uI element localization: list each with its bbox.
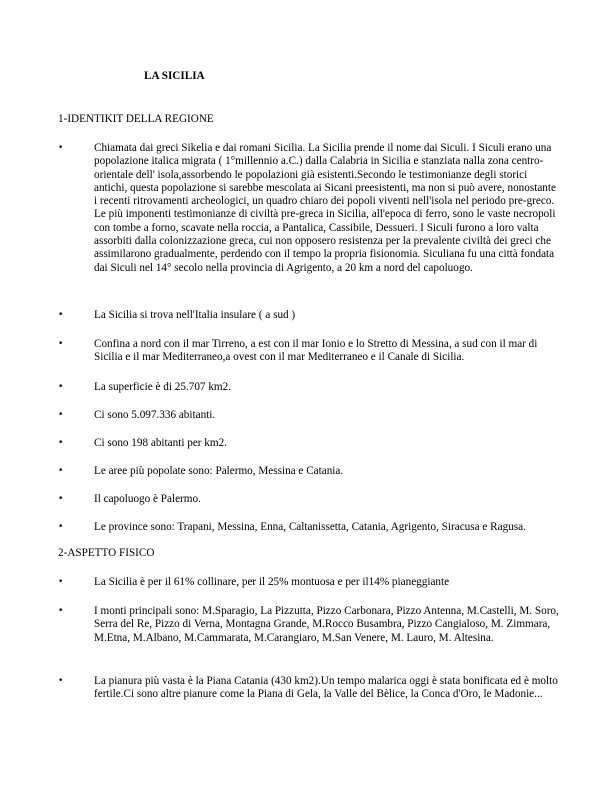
list-item-text: Ci sono 198 abitanti per km2. <box>94 437 227 449</box>
document-title: LA SICILIA <box>144 70 205 82</box>
list-item-text: Le province sono: Trapani, Messina, Enna, Caltanissetta, Catania, Agrigento, Siracusa e Ragusa. <box>94 521 526 533</box>
bullet-icon: • <box>58 522 64 532</box>
list-item-text: Confina a nord con il mar Tirreno, a est con il mar Ionio e lo Stretto di Messina, a sud con il mar di Sicilia e il mar Mediterraneo,a ovest con il mar Mediterraneo e il Canale di Sicilia. <box>94 338 538 364</box>
bullet-icon: • <box>58 310 64 320</box>
list-item-text: La pianura più vasta è la Piana Catania (430 km2).Un tempo malarica oggi è stata bonificata ed è molto fertile.Ci sono altre pianure come la Piana di Gela, la Valle del Bèlice, la Conca d'Oro, le Madonie... <box>94 675 558 701</box>
bullet-icon: • <box>58 143 64 153</box>
list-item-text: La superficie è di 25.707 km2. <box>94 381 232 393</box>
list-item-text: La Sicilia si trova nell'Italia insulare ( a sud ) <box>94 309 296 321</box>
bullet-icon: • <box>58 382 64 392</box>
bullet-icon: • <box>58 606 64 616</box>
list-item-text: Il capoluogo è Palermo. <box>94 493 201 505</box>
bullet-icon: • <box>58 494 64 504</box>
section-heading-identikit: 1-IDENTIKIT DELLA REGIONE <box>58 113 214 125</box>
list-item-text: Ci sono 5.097.336 abitanti. <box>94 409 216 421</box>
bullet-icon: • <box>58 339 64 349</box>
bullet-icon: • <box>58 676 64 686</box>
section-heading-aspetto-fisico: 2-ASPETTO FISICO <box>58 547 155 559</box>
bullet-icon: • <box>58 466 64 476</box>
list-item-text: La Sicilia è per il 61% collinare, per il 25% montuosa e per il14% pianeggiante <box>94 576 450 588</box>
bullet-icon: • <box>58 438 64 448</box>
list-item-text: I monti principali sono: M.Sparagio, La Pizzutta, Pizzo Carbonara, Pizzo Antenna, M.Castelli, M. Soro, Serra del Re, Pizzo di Verna, Montagna Grande, M.Rocco Busambra, Pizzo Cangialoso, M. Zimmara, M.Etna, M.Albano, M.Cammarata, M.Carangiaro, M.San Venere, M. Lauro, M. Altesina. <box>94 605 559 644</box>
list-item-text: Chiamata dai greci Sikelia e dai romani Sicilia. La Sicilia prende il nome dai Siculi. I Siculi erano una popolazione italica migrata ( 1°millennio a.C.) dalla Calabria in Sicilia e stanziata nalla zona centro-orientale dell' isola,assorbendo le popolazioni già esistenti.Secondo le testimonianze degli storici antichi, questa popolazione si sarebbe mescolata ai Sicani preesistenti, ma non si può avere, nonostante i recenti ritrovamenti archeologici, un quadro chiaro dei popoli viventi nell'isola nel periodo pre-greco. Le più imponenti testimonianze di civiltà pre-greca in Sicilia, all'epoca di ferro, sono le vaste necropoli con tombe a forno, scavate nella roccia, a Pantalica, Cassibile, Dessueri. I Siculi furono a loro valta assorbiti dalla colonizzazione greca, cui non opposero resistenza per la prevalente civiltà dei greci che assimilarono gradualmente, perdendo con il tempo la propria fisionomia. Siculiana fu una città fondata dai Siculi nel 14° secolo nella provincia di Agrigento, a 20 km a nord del capoluogo. <box>94 142 556 274</box>
bullet-icon: • <box>58 577 64 587</box>
list-item-text: Le aree più popolate sono: Palermo, Messina e Catania. <box>94 465 344 477</box>
bullet-icon: • <box>58 410 64 420</box>
